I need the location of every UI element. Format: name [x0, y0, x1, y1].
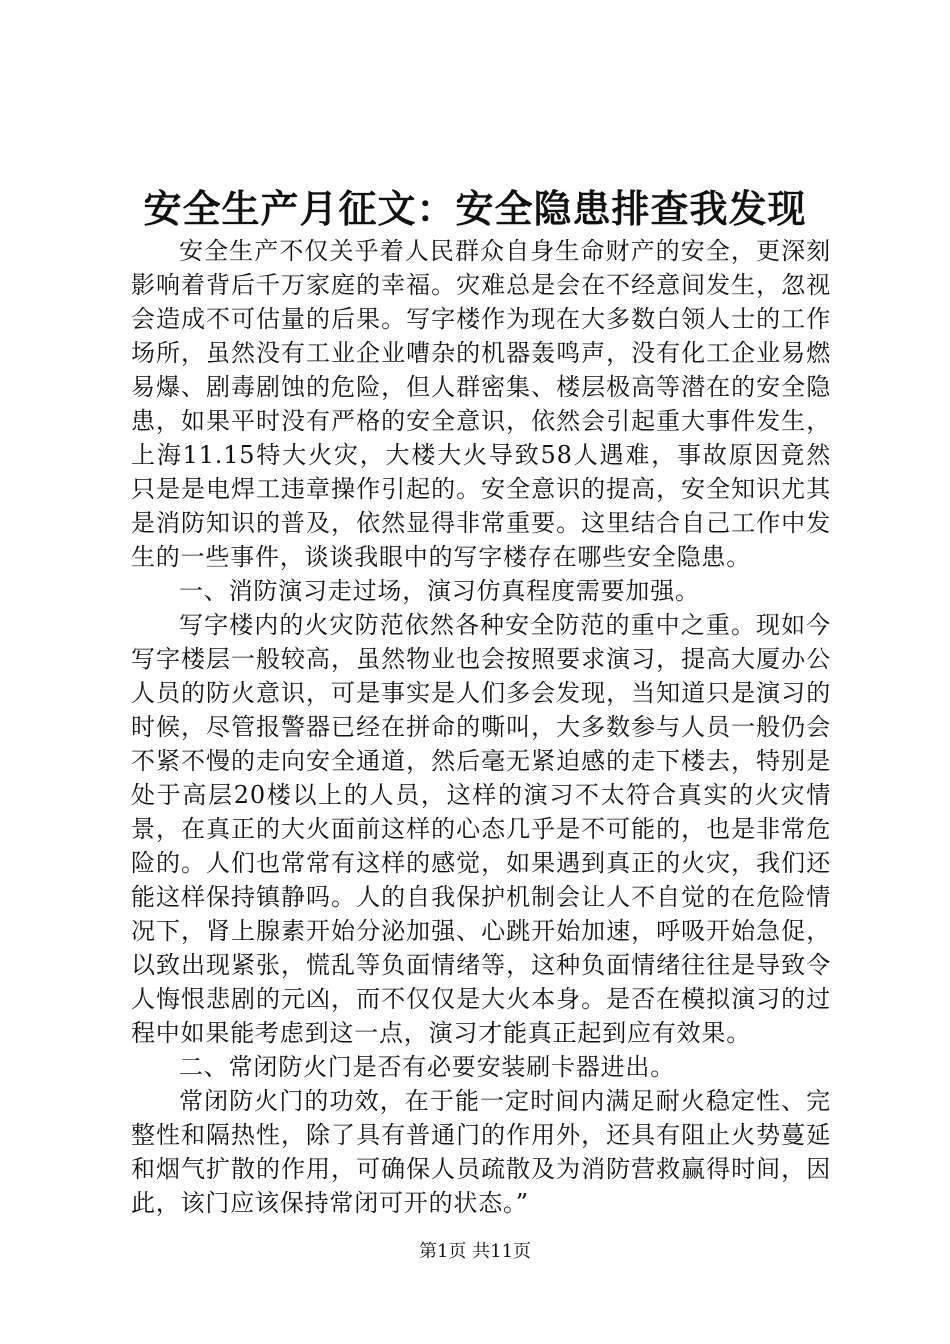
paragraph-fire-drill: 写字楼内的火灾防范依然各种安全防范的重中之重。现如今写字楼层一般较高，虽然物业也会按照要求演习，提高大厦办公人员的防火意识，可是事实是人们多会发现，当知道只是演习的时候，尽管报警器已经在拼命的嘶叫，大多数参与人员一般仍会不紧不慢的走向安全通道，然后毫无紧迫感的走下楼去，特别是处于高层20楼以上的人员，这样的演习不太符合真实的火灾情景，在真正的大火面前这样的心态几乎是不可能的，也是非常危险的。人们也常常有这样的感觉，如果遇到真正的火灾，我们还能这样保持镇静吗。人的自我保护机制会让人不自觉的在危险情况下，肾上腺素开始分泌加强、心跳开始加速，呼吸开始急促，以致出现紧张，慌乱等负面情绪等，这种负面情绪往往是导致令人悔恨悲剧的元凶，而不仅仅是大火本身。是否在模拟演习的过程中如果能考虑到这一点，演习才能真正起到应有效果。 — [131, 611, 831, 1047]
section-heading-fire-door: 二、常闭防火门是否有必要安装刷卡器进出。 — [179, 1053, 675, 1081]
document-title: 安全生产月征文：安全隐患排查我发现 — [143, 187, 807, 231]
paragraph-intro: 安全生产不仅关乎着人民群众自身生命财产的安全，更深刻影响着背后千万家庭的幸福。灾难总是会在不经意间发生，忽视会造成不可估量的后果。写字楼作为现在大多数白领人士的工作场所，虽然没有工业企业嘈杂的机器轰鸣声，没有化工企业易燃易爆、剧毒剧蚀的危险，但人群密集、楼层极高等潜在的安全隐患，如果平时没有严格的安全意识，依然会引起重大事件发生，上海11.15特大火灾，大楼大火导致58人遇难，事故原因竟然只是是电焊工违章操作引起的。安全意识的提高，安全知识尤其是消防知识的普及，依然显得非常重要。这里结合自己工作中发生的一些事件，谈谈我眼中的写字楼存在哪些安全隐患。 — [131, 237, 831, 571]
document-body — [131, 234, 831, 1220]
page-number-footer: 第1页 共11页 — [418, 1241, 532, 1262]
paragraph-fire-door: 常闭防火门的功效，在于能一定时间内满足耐火稳定性、完整性和隔热性，除了具有普通门的作用外，还具有阻止火势蔓延和烟气扩散的作用，可确保人员疏散及为消防营救赢得时间，因此，该门应该保持常闭可开的状态。” — [131, 1087, 831, 1217]
section-heading-fire-drill: 一、消防演习走过场，演习仿真程度需要加强。 — [179, 577, 700, 605]
